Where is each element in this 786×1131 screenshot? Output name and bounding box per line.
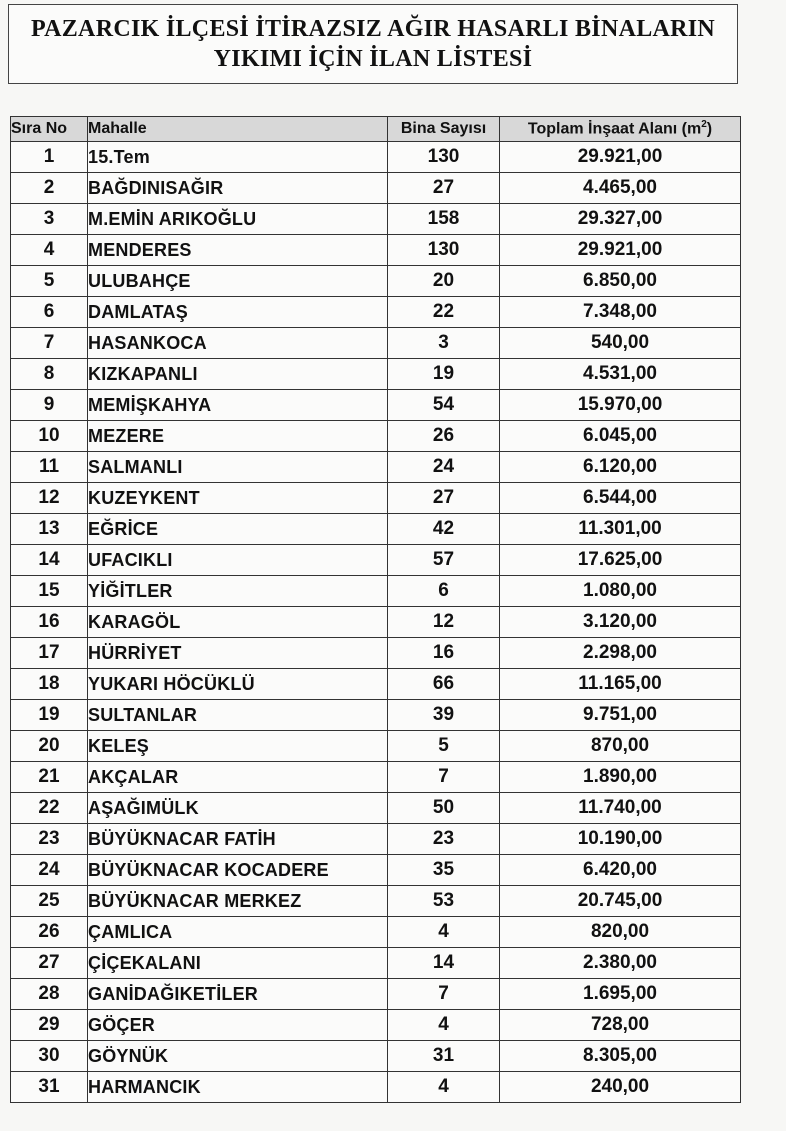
row-number: 10 (11, 421, 88, 452)
table-row (11, 359, 741, 390)
row-bina-sayisi: 50 (388, 793, 500, 824)
row-bina-sayisi: 23 (388, 824, 500, 855)
row-number: 13 (11, 514, 88, 545)
row-bina-sayisi: 35 (388, 855, 500, 886)
row-toplam-alan: 6.850,00 (500, 266, 741, 297)
header-toplam-alan-close: ) (706, 120, 713, 138)
table-row (11, 948, 741, 979)
row-mahalle: BÜYÜKNACAR FATİH (88, 824, 388, 855)
row-bina-sayisi: 16 (388, 638, 500, 669)
row-toplam-alan: 240,00 (500, 1072, 741, 1103)
row-toplam-alan: 7.348,00 (500, 297, 741, 328)
table-row (11, 514, 741, 545)
row-mahalle: MEMİŞKAHYA (88, 390, 388, 421)
row-mahalle: ÇAMLICA (88, 917, 388, 948)
row-number: 12 (11, 483, 88, 514)
row-number: 31 (11, 1072, 88, 1103)
row-number: 18 (11, 669, 88, 700)
row-toplam-alan: 8.305,00 (500, 1041, 741, 1072)
row-mahalle: DAMLATAŞ (88, 297, 388, 328)
row-bina-sayisi: 4 (388, 1010, 500, 1041)
table-row (11, 979, 741, 1010)
row-bina-sayisi: 19 (388, 359, 500, 390)
row-toplam-alan: 11.165,00 (500, 669, 741, 700)
table-row (11, 204, 741, 235)
table-row (11, 266, 741, 297)
row-number: 8 (11, 359, 88, 390)
row-number: 26 (11, 917, 88, 948)
row-number: 16 (11, 607, 88, 638)
table-row (11, 576, 741, 607)
row-mahalle: GANİDAĞIKETİLER (88, 979, 388, 1010)
row-bina-sayisi: 12 (388, 607, 500, 638)
row-toplam-alan: 29.921,00 (500, 142, 741, 173)
row-toplam-alan: 11.301,00 (500, 514, 741, 545)
row-number: 28 (11, 979, 88, 1010)
row-mahalle: GÖYNÜK (88, 1041, 388, 1072)
row-bina-sayisi: 24 (388, 452, 500, 483)
row-number: 1 (11, 142, 88, 173)
row-bina-sayisi: 4 (388, 917, 500, 948)
table-row (11, 1041, 741, 1072)
row-bina-sayisi: 130 (388, 142, 500, 173)
row-bina-sayisi: 5 (388, 731, 500, 762)
row-number: 19 (11, 700, 88, 731)
header-toplam-alan-text: Toplam İnşaat Alanı (m (527, 120, 702, 138)
row-mahalle: SULTANLAR (88, 700, 388, 731)
row-bina-sayisi: 22 (388, 297, 500, 328)
row-bina-sayisi: 54 (388, 390, 500, 421)
row-toplam-alan: 870,00 (500, 731, 741, 762)
row-toplam-alan: 17.625,00 (500, 545, 741, 576)
row-bina-sayisi: 27 (388, 483, 500, 514)
row-mahalle: ULUBAHÇE (88, 266, 388, 297)
table-row (11, 142, 741, 173)
table-row (11, 886, 741, 917)
row-mahalle: BÜYÜKNACAR KOCADERE (88, 855, 388, 886)
row-number: 29 (11, 1010, 88, 1041)
row-mahalle: UFACIKLI (88, 545, 388, 576)
row-bina-sayisi: 53 (388, 886, 500, 917)
row-mahalle: EĞRİCE (88, 514, 388, 545)
row-mahalle: AŞAĞIMÜLK (88, 793, 388, 824)
row-number: 27 (11, 948, 88, 979)
row-number: 14 (11, 545, 88, 576)
row-bina-sayisi: 57 (388, 545, 500, 576)
row-toplam-alan: 1.080,00 (500, 576, 741, 607)
row-number: 21 (11, 762, 88, 793)
row-bina-sayisi: 14 (388, 948, 500, 979)
table-row (11, 483, 741, 514)
header-bina-sayisi: Bina Sayısı (388, 117, 500, 142)
row-mahalle: KIZKAPANLI (88, 359, 388, 390)
row-number: 4 (11, 235, 88, 266)
row-toplam-alan: 20.745,00 (500, 886, 741, 917)
row-number: 11 (11, 452, 88, 483)
row-mahalle: KELEŞ (88, 731, 388, 762)
table-row (11, 173, 741, 204)
row-number: 22 (11, 793, 88, 824)
table-row (11, 793, 741, 824)
header-sira-no: Sıra No (11, 117, 88, 142)
row-mahalle: SALMANLI (88, 452, 388, 483)
header-toplam-alan-sup: 2 (701, 119, 707, 131)
row-toplam-alan: 15.970,00 (500, 390, 741, 421)
header-mahalle: Mahalle (88, 117, 388, 142)
row-bina-sayisi: 20 (388, 266, 500, 297)
table-row (11, 1010, 741, 1041)
row-toplam-alan: 6.045,00 (500, 421, 741, 452)
row-toplam-alan: 10.190,00 (500, 824, 741, 855)
row-mahalle: BAĞDINISAĞIR (88, 173, 388, 204)
row-bina-sayisi: 7 (388, 762, 500, 793)
table-row (11, 1072, 741, 1103)
row-mahalle: YİĞİTLER (88, 576, 388, 607)
document-title-line-1: PAZARCIK İLÇESİ İTİRAZSIZ AĞIR HASARLI BİNALARIN (30, 16, 716, 42)
table-row (11, 700, 741, 731)
table-row (11, 297, 741, 328)
row-bina-sayisi: 3 (388, 328, 500, 359)
table-row (11, 638, 741, 669)
row-number: 25 (11, 886, 88, 917)
row-number: 30 (11, 1041, 88, 1072)
row-mahalle: AKÇALAR (88, 762, 388, 793)
row-mahalle: M.EMİN ARIKOĞLU (88, 204, 388, 235)
row-toplam-alan: 9.751,00 (500, 700, 741, 731)
row-mahalle: HASANKOCA (88, 328, 388, 359)
row-mahalle: 15.Tem (88, 142, 388, 173)
document-title-box (8, 4, 738, 84)
row-mahalle: KUZEYKENT (88, 483, 388, 514)
row-bina-sayisi: 39 (388, 700, 500, 731)
row-number: 6 (11, 297, 88, 328)
table-row (11, 421, 741, 452)
row-number: 24 (11, 855, 88, 886)
row-toplam-alan: 2.298,00 (500, 638, 741, 669)
row-mahalle: MENDERES (88, 235, 388, 266)
row-mahalle: BÜYÜKNACAR MERKEZ (88, 886, 388, 917)
row-toplam-alan: 11.740,00 (500, 793, 741, 824)
row-toplam-alan: 1.890,00 (500, 762, 741, 793)
row-mahalle: YUKARI HÖCÜKLÜ (88, 669, 388, 700)
row-toplam-alan: 6.544,00 (500, 483, 741, 514)
row-toplam-alan: 4.531,00 (500, 359, 741, 390)
row-mahalle: HÜRRİYET (88, 638, 388, 669)
row-mahalle: KARAGÖL (88, 607, 388, 638)
row-bina-sayisi: 66 (388, 669, 500, 700)
row-number: 2 (11, 173, 88, 204)
header-toplam-alan (500, 117, 741, 142)
row-bina-sayisi: 158 (388, 204, 500, 235)
table-header-row (11, 117, 741, 142)
row-bina-sayisi: 26 (388, 421, 500, 452)
building-list-table (10, 116, 741, 1103)
row-number: 3 (11, 204, 88, 235)
row-toplam-alan: 3.120,00 (500, 607, 741, 638)
table-row (11, 855, 741, 886)
row-number: 7 (11, 328, 88, 359)
row-number: 20 (11, 731, 88, 762)
row-toplam-alan: 29.921,00 (500, 235, 741, 266)
row-number: 15 (11, 576, 88, 607)
row-bina-sayisi: 4 (388, 1072, 500, 1103)
table-row (11, 824, 741, 855)
row-toplam-alan: 1.695,00 (500, 979, 741, 1010)
row-mahalle: HARMANCIK (88, 1072, 388, 1103)
table-row (11, 390, 741, 421)
row-mahalle: GÖÇER (88, 1010, 388, 1041)
row-toplam-alan: 6.120,00 (500, 452, 741, 483)
row-toplam-alan: 6.420,00 (500, 855, 741, 886)
row-bina-sayisi: 6 (388, 576, 500, 607)
table-row (11, 452, 741, 483)
row-toplam-alan: 2.380,00 (500, 948, 741, 979)
row-toplam-alan: 540,00 (500, 328, 741, 359)
table-row (11, 762, 741, 793)
row-number: 5 (11, 266, 88, 297)
row-bina-sayisi: 31 (388, 1041, 500, 1072)
table-row (11, 917, 741, 948)
document-title-line-2: YIKIMI İÇİN İLAN LİSTESİ (213, 46, 533, 72)
table-row (11, 731, 741, 762)
table-row (11, 235, 741, 266)
table-row (11, 545, 741, 576)
row-bina-sayisi: 7 (388, 979, 500, 1010)
row-bina-sayisi: 130 (388, 235, 500, 266)
row-number: 17 (11, 638, 88, 669)
row-mahalle: MEZERE (88, 421, 388, 452)
row-bina-sayisi: 27 (388, 173, 500, 204)
row-number: 9 (11, 390, 88, 421)
table-row (11, 669, 741, 700)
row-toplam-alan: 4.465,00 (500, 173, 741, 204)
row-bina-sayisi: 42 (388, 514, 500, 545)
row-toplam-alan: 728,00 (500, 1010, 741, 1041)
row-toplam-alan: 29.327,00 (500, 204, 741, 235)
row-toplam-alan: 820,00 (500, 917, 741, 948)
table-row (11, 328, 741, 359)
row-mahalle: ÇİÇEKALANI (88, 948, 388, 979)
row-number: 23 (11, 824, 88, 855)
table-row (11, 607, 741, 638)
